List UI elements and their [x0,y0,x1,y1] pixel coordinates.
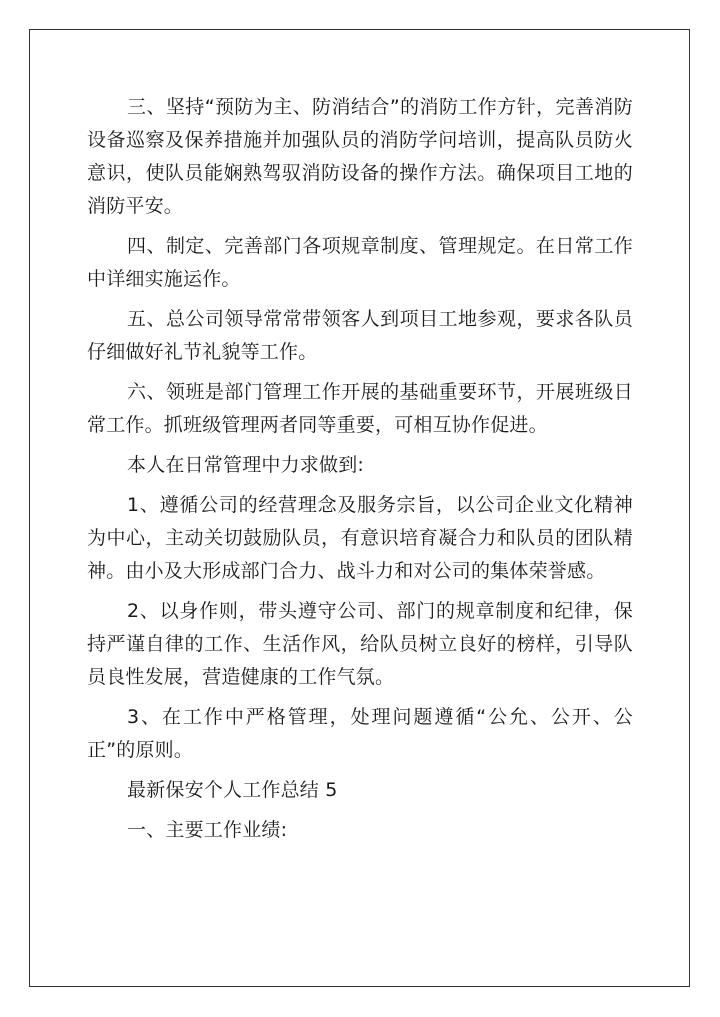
paragraph-item-3: 3、在工作中严格管理，处理问题遵循“公允、公开、公正”的原则。 [87,706,633,761]
paragraph-team-lead: 六、领班是部门管理工作开展的基础重要环节，开展班级日常工作。抓班级管理两者同等重要，可相互协作促进。 [87,381,633,436]
paragraph-fire-safety: 三、坚持“预防为主、防消结合”的消防工作方针，完善消防设备巡察及保养措施并加强队员的消防学问培训，提高队员防火意识，使队员能娴熟驾驭消防设备的操作方法。确保项目工地的消防平安。 [87,96,633,217]
document-body [87,91,633,854]
section-heading: 最新保安个人工作总结 5 [127,779,338,801]
paragraph-intro: 本人在日常管理中力求做到: [127,454,365,476]
paragraph-rules: 四、制定、完善部门各项规章制度、管理规定。在日常工作中详细实施运作。 [87,235,633,290]
paragraph-etiquette: 五、总公司领导常常带领客人到项目工地参观，要求各队员仔细做好礼节礼貌等工作。 [87,308,633,363]
subsection-heading: 一、主要工作业绩: [127,819,288,841]
paragraph-item-2: 2、以身作则，带头遵守公司、部门的规章制度和纪律，保持严谨自律的工作、生活作风，给队员树立良好的榜样，引导队员良性发展，营造健康的工作气氛。 [87,600,633,688]
paragraph-item-1: 1、遵循公司的经营理念及服务宗旨，以公司企业文化精神为中心，主动关切鼓励队员，有意识培育凝合力和队员的团队精神。由小及大形成部门合力、战斗力和对公司的集体荣誉感。 [87,494,633,582]
